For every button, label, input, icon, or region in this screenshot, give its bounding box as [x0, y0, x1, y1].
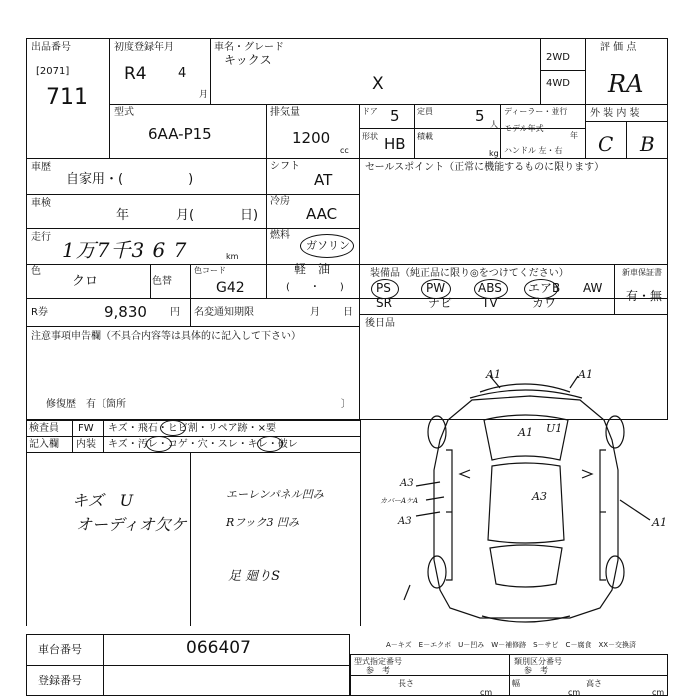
first-registration-label: 初度登録年月	[114, 42, 174, 53]
width-label: 幅	[512, 679, 520, 688]
km-unit: km	[226, 252, 239, 261]
mark-top-left: A1	[486, 368, 501, 381]
new-car-warranty: 有・無	[626, 289, 663, 303]
right-side-panel	[600, 450, 606, 580]
displacement-label: 排気量	[270, 107, 300, 118]
equip-navi: ナビ	[428, 296, 453, 310]
mark-bonnet-right: U1	[546, 422, 563, 435]
handle-label: ハンドル 左・右	[504, 146, 563, 155]
score-value: RA	[608, 70, 644, 98]
height-label: 高さ	[586, 679, 602, 688]
mark-left-kabaa: カバーAケA	[380, 497, 419, 505]
mileage-handwritten: 1万7千3 6 7	[62, 238, 188, 262]
dealer-label: ディーラー・並行	[504, 107, 568, 116]
length-cm: cm	[480, 688, 493, 697]
shape-label: 形状	[362, 132, 378, 141]
color-code-label: 色コード	[194, 266, 226, 275]
roof-outline	[488, 463, 564, 543]
equip-pw: PW	[426, 281, 446, 295]
rear-bumper	[482, 616, 570, 622]
era-year: R4	[124, 64, 147, 84]
lot-code: [2071]	[36, 66, 70, 77]
interior-label: 内装	[76, 439, 96, 450]
fuel-paren: ( ・ )	[286, 282, 344, 293]
length-label: 長さ	[398, 679, 414, 688]
color-change-label: 色替	[152, 276, 172, 287]
damage-legend: A－キズ E－エクボ U－凹み W－補修跡 S－サビ C－腐食 XX－交換済	[386, 641, 637, 649]
year-char: 年	[570, 131, 578, 140]
recycle-amount: 9,830	[104, 303, 147, 321]
shift-value: AT	[314, 171, 333, 189]
front-bumper	[480, 384, 570, 392]
note-left-2: オーディオ欠ケ	[76, 515, 187, 534]
yen-unit: 円	[170, 307, 180, 318]
capacity: 5	[475, 107, 485, 125]
4wd-label: 4WD	[546, 78, 570, 89]
color-value: クロ	[72, 274, 99, 289]
equip-aw: AW	[583, 281, 603, 295]
mark-right-a1: A1	[652, 516, 667, 529]
equip-ps: PS	[376, 281, 391, 295]
note-right-1: エーレンパネル凹み	[226, 488, 324, 501]
month-unit: 月	[199, 90, 209, 100]
left-side-panel	[446, 450, 452, 580]
mark-left-a3b: A3	[398, 516, 412, 527]
history-label: 車歴	[31, 162, 51, 173]
later-items-label: 後日品	[365, 318, 395, 329]
doors-label: ドア	[362, 107, 378, 116]
displacement: 1200	[292, 129, 331, 147]
ref-label-1: 参 考	[366, 666, 390, 675]
doors: 5	[390, 107, 400, 125]
model-year-label: モデル年式	[504, 124, 544, 133]
notes-heading: 注意事項申告欄（不具合内容等は具体的に記入して下さい）	[31, 331, 301, 342]
mileage-label: 走行	[31, 232, 51, 243]
lot-number: 711	[46, 85, 88, 110]
grade: X	[372, 74, 384, 94]
fuel-gasoline: ガソリン	[306, 239, 350, 252]
fuel-diesel: 軽 油	[294, 262, 331, 276]
mark-roof: A3	[532, 490, 547, 503]
exterior-interior-label: 外 装 内 装	[590, 108, 640, 119]
registration-label: 登録番号	[38, 674, 82, 687]
car-name: キックス	[224, 53, 272, 67]
model-code-label: 型式	[114, 107, 134, 118]
rear-window-outline	[490, 545, 562, 587]
kg-unit: kg	[489, 149, 499, 158]
sales-point-label: セールスポイント（正常に機能するものに限ります）	[365, 162, 605, 173]
inspection-label: 車検	[31, 198, 51, 209]
shift-label: シフト	[270, 161, 300, 172]
height-cm: cm	[652, 688, 665, 697]
model-code: 6AA-P15	[148, 125, 212, 143]
people-unit: 人	[490, 120, 498, 129]
note-left-1: キズ U	[72, 491, 134, 510]
name-change-day: 日	[343, 307, 353, 318]
equip-tv: TV	[482, 296, 498, 310]
fuel-label: 燃料	[270, 230, 290, 241]
cooling-value: AAC	[306, 205, 338, 223]
color-code: G42	[216, 280, 245, 296]
mark-bonnet-left: A1	[518, 426, 533, 439]
exterior-grade: C	[598, 132, 614, 156]
color-label: 色	[31, 266, 41, 277]
chassis-number: 066407	[186, 638, 251, 658]
car-name-label: 車名・グレード	[214, 42, 284, 53]
entry-label: 記入欄	[29, 439, 59, 450]
equipment-label: 装備品（純正品に限り◎をつけてください）	[370, 268, 569, 279]
2wd-label: 2WD	[546, 52, 570, 63]
fw-label: FW	[78, 423, 94, 434]
mark-top-right: A1	[578, 368, 593, 381]
inspection-year: 年	[116, 208, 130, 223]
shape: HB	[384, 135, 406, 153]
width-cm: cm	[568, 688, 581, 697]
history-value: 自家用・( )	[66, 172, 194, 187]
interior-items: キズ・汚レ・コゲ・穴・スレ・キレ・破レ	[108, 439, 298, 450]
repair-close: 〕	[341, 399, 351, 410]
equip-abs: ABS	[478, 281, 502, 295]
designated-no-label: 型式指定番号	[354, 657, 402, 666]
capacity-label: 定員	[417, 107, 433, 116]
fw-items: キズ・飛石・ヒビ割・リペア跡・×要	[108, 423, 276, 434]
inspection-month: 月(	[176, 208, 195, 223]
cc-unit: cc	[340, 146, 349, 155]
score-label: 評 価 点	[600, 42, 637, 53]
note-right-3: 足 廻りS	[228, 569, 281, 584]
note-right-2: Rフック3 凹み	[226, 516, 300, 529]
recycle-label: R券	[31, 307, 48, 318]
interior-grade: B	[640, 132, 655, 156]
equip-airbag: エアB	[528, 281, 561, 295]
name-change-month: 月	[310, 307, 320, 318]
inspector-label: 検査員	[29, 423, 59, 434]
name-change-label: 名変通知期限	[194, 307, 254, 318]
equip-leather: カワ	[532, 296, 557, 310]
equip-sr: SR	[376, 296, 392, 310]
repair-history: 修復歴 有〔箇所	[46, 399, 126, 410]
ref-label-2: 参 考	[524, 666, 548, 675]
category-no-label: 類別区分番号	[514, 657, 562, 666]
month-value: 4	[178, 66, 187, 81]
inspection-day: 日)	[240, 208, 259, 223]
chassis-label: 車台番号	[38, 643, 82, 656]
lot-number-label: 出品番号	[31, 42, 71, 53]
cooling-label: 冷房	[270, 196, 290, 207]
mark-left-a3: A3	[400, 478, 414, 489]
new-car-warranty-label: 新車保証書	[622, 268, 662, 277]
load-label: 積載	[417, 132, 433, 141]
